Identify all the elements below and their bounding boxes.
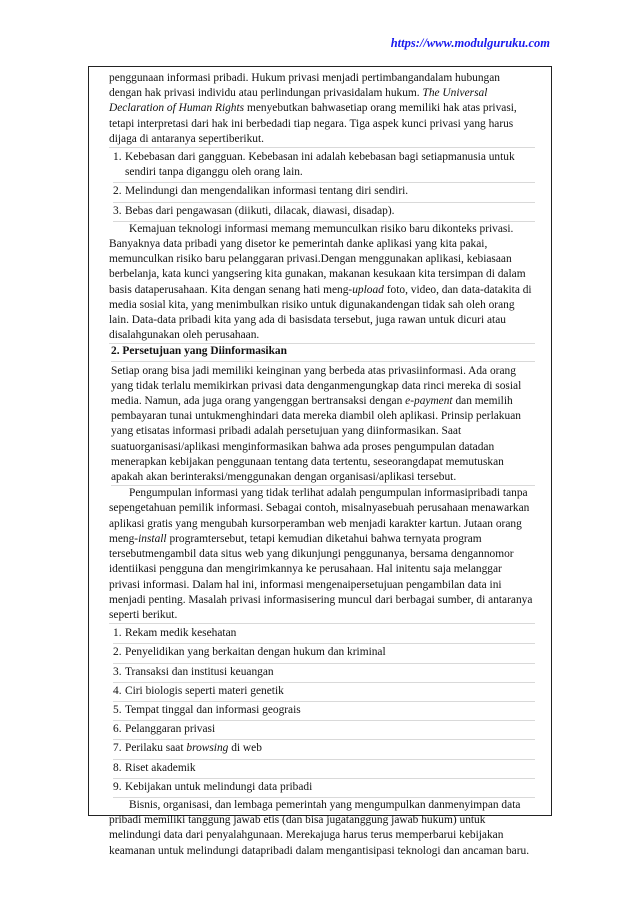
list-item: 4. Ciri biologis seperti materi genetik (113, 683, 535, 702)
list-item: 2. Penyelidikan yang berkaitan dengan hukum dan kriminal (113, 644, 535, 663)
consent-paragraph: Setiap orang bisa jadi memiliki keinginan yang berbeda atas privasiinformasi. Ada orang yang tidak terlalu memikirkan privasi data denganmengungkap data rinci mereka di sosial media. Namun, ada juga orang yangenggan bertransaksi dengan e-payment dan memilih pembayaran tunai untukmenghindari data mereka diambil oleh aplikasi. Prinsip perlakuan yang etisatas informasi pribadi adalah persetujuan yang diinformasikan. Saat suatuorganisasi/aplikasi menginformasikan bahwa ada proses pengumpulan datadan menerapkan kebijakan penggunaan tentang data tertentu, seseorangdapat memutuskan apakah akan berinteraksi/menggunakan dengan organisasi/aplikasi tersebut. (111, 364, 535, 487)
list-item: 8. Riset akademik (113, 760, 535, 779)
list-item: 1. Rekam medik kesehatan (113, 625, 535, 644)
hidden-collection-paragraph: Pengumpulan informasi yang tidak terlihat adalah pengumpulan informasipribadi tanpa sepengetahuan pemilik informasi. Sebagai contoh, misalnyasebuah perusahaan menawarkan aplikasi gratis yang mengubah kursorperamban web menjadi karakter kartun. Jutaan orang meng-install programtersebut, tetapi kemudian diketahui bahwa ternyata program tersebutmengambil data situs web yang dikunjungi penggunanya, bersama dengannomor identiikasi pengguna dan mengirimkannya ke perusahaan. Hal initentu saja melanggar privasi informasi. Dalam hal ini, informasi mengenaipersetujuan pengambilan data ini menjadi penting. Masalah privasi informasisering muncul dari berbagai sumber, di antaranya seperti berikut. (109, 486, 535, 624)
closing-paragraph: Bisnis, organisasi, dan lembaga pemerintah yang mengumpulkan danmenyimpan data pribadi memiliki tanggung jawab etis (dan bisa jugatanggung jawab hukum) untuk melindungi data dari penyalahgunaan. Merekajuga harus terus memperbarui kebijakan keamanan untuk melindungi datapribadi dalam mengantisipasi teknologi dan ancaman baru. (109, 798, 530, 857)
list-item: 9. Kebijakan untuk melindungi data pribadi (113, 779, 535, 798)
section-heading: 2. Persetujuan yang Diinformasikan (111, 344, 535, 361)
list-item: 6. Pelanggaran privasi (113, 721, 535, 740)
intro-paragraph: penggunaan informasi pribadi. Hukum privasi menjadi pertimbangandalam hubungan dengan hak privasi individu atau perlindungan privasidalam hukum. The Universal Declaration of Human Rights menyebutkan bahwasetiap orang memiliki hak atas privasi, tetapi interpretasi dari hak ini berbedadi tiap negara. Tiga aspek kunci privasi yang harus dijaga di antaranya sepertiberikut. (109, 71, 535, 148)
header-url[interactable]: https://www.modulguruku.com (390, 36, 550, 50)
list-item: 7. Perilaku saat browsing di web (113, 740, 535, 759)
list-item: 3. Bebas dari pengawasan (diikuti, dilacak, diawasi, disadap). (113, 203, 535, 222)
list-item: 3. Transaksi dan institusi keuangan (113, 664, 535, 683)
technology-paragraph: Kemajuan teknologi informasi memang memunculkan risiko baru dikonteks privasi. Banyaknya data pribadi yang disetor ke pemerintah danke aplikasi yang kita pakai, memunculkan risiko baru pelanggaran privasi.Dengan menggunakan aplikasi, kebiasaan berbelanja, kata kunci yangsering kita gunakan, makanan kesukaan kita tersimpan di dalam basis dataperusahaan. Kita dengan senang hati meng-upload foto, video, dan data-datakita di media sosial kita, yang menimbulkan risiko untuk digunakandengan tidak sah oleh orang lain. Data-data pribadi kita yang ada di basisdata tersebut, juga rawan untuk dicuri atau disalahgunakan oleh perusahaan. (109, 222, 535, 345)
privacy-aspects-list (113, 149, 535, 222)
list-item: 2. Melindungi dan mengendalikan informasi tentang diri sendiri. (113, 183, 535, 202)
content-frame (88, 66, 552, 857)
privacy-sources-list (113, 625, 535, 798)
list-item: 5. Tempat tinggal dan informasi geograis (113, 702, 535, 721)
list-item: 1. Kebebasan dari gangguan. Kebebasan ini adalah kebebasan bagi setiapmanusia untuk sendiri tanpa diganggu oleh orang lain. (113, 149, 535, 183)
